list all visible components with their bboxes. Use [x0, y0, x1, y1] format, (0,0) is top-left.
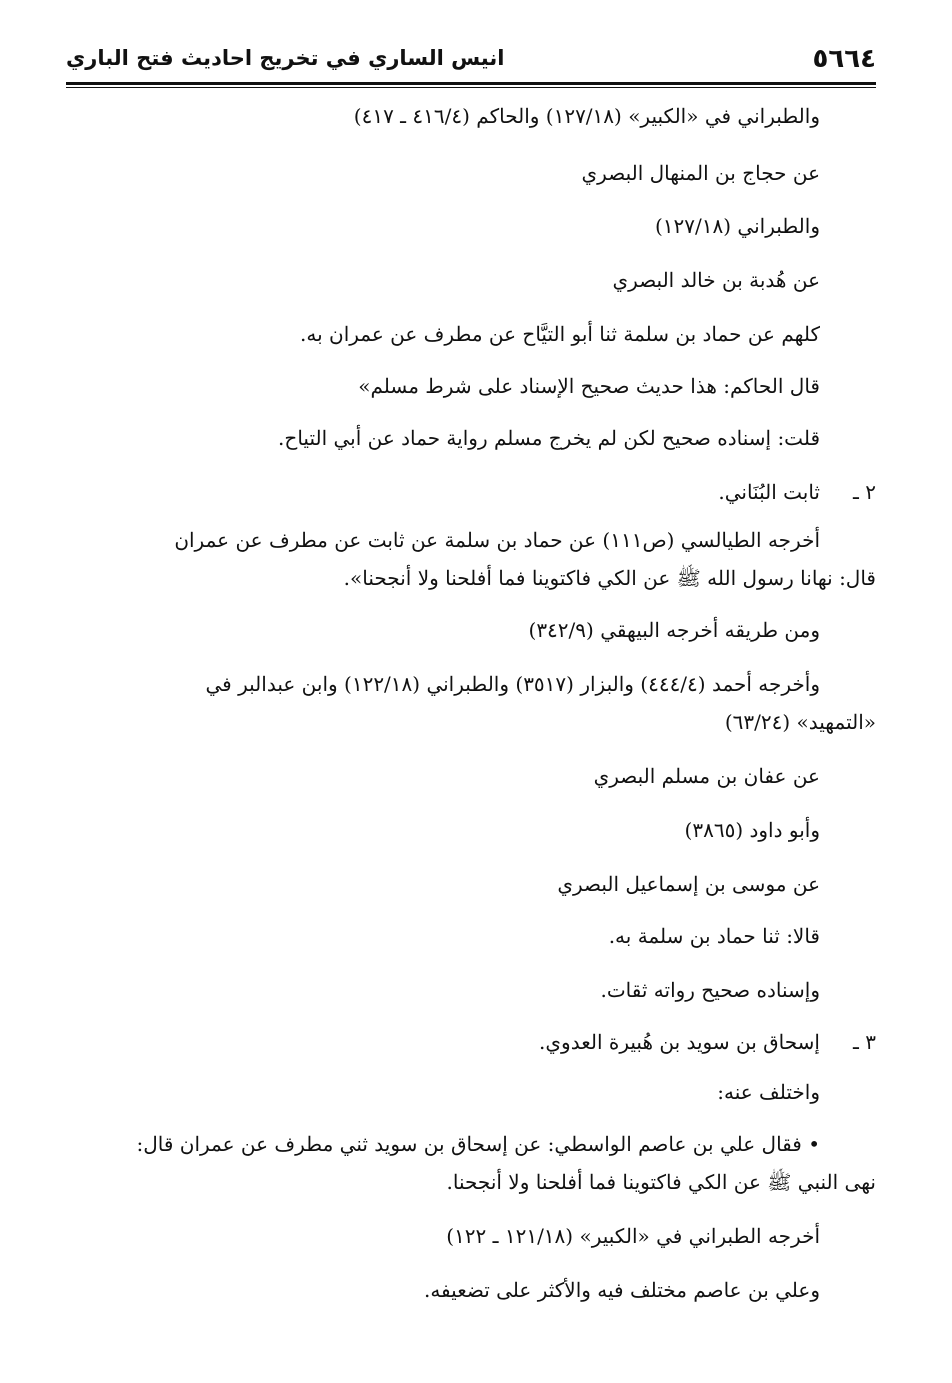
text-line: أخرجه الطيالسي (ص١١١) عن حماد بن سلمة عن ثابت عن مطرف عن عمران [174, 528, 820, 552]
item-heading: إسحاق بن سويد بن هُبيرة العدوي. [539, 1030, 820, 1054]
text-line: قال الحاكم: هذا حديث صحيح الإسناد على شرط مسلم» [358, 374, 820, 398]
text-line: والطبراني (١٢٧/١٨) [654, 214, 820, 238]
text-line: عن حجاج بن المنهال البصري [581, 161, 820, 185]
text-line: واختلف عنه: [717, 1080, 820, 1104]
header-rule [66, 82, 876, 85]
item-number: ٢ ـ [853, 480, 876, 504]
text-line: والطبراني في «الكبير» (١٢٧/١٨) والحاكم (٤١٦/٤ ـ ٤١٧) [353, 104, 820, 128]
text-line: ومن طريقه أخرجه البيهقي (٣٤٢/٩) [528, 618, 820, 642]
text-line: عن هُدبة بن خالد البصري [612, 268, 820, 292]
text-line: قال: نهانا رسول الله ﷺ عن الكي فاكتوينا فما أفلحنا ولا أنجحنا». [343, 566, 876, 590]
header-rule-thin [66, 87, 876, 88]
text-line: قلت: إسناده صحيح لكن لم يخرج مسلم رواية حماد عن أبي التياح. [278, 426, 820, 450]
item-number: ٣ ـ [853, 1030, 876, 1054]
text-line: • فقال علي بن عاصم الواسطي: عن إسحاق بن سويد ثني مطرف عن عمران قال: [136, 1132, 820, 1156]
text-line: وإسناده صحيح رواته ثقات. [600, 978, 820, 1002]
text-line: عن عفان بن مسلم البصري [593, 764, 820, 788]
page-header [66, 38, 876, 78]
text-line: قالا: ثنا حماد بن سلمة به. [608, 924, 820, 948]
text-line: نهى النبي ﷺ عن الكي فاكتوينا فما أفلحنا ولا أنجحنا. [446, 1170, 876, 1194]
text-line: وأخرجه أحمد (٤٤٤/٤) والبزار (٣٥١٧) والطبراني (١٢٢/١٨) وابن عبدالبر في [205, 672, 820, 696]
text-line: وعلي بن عاصم مختلف فيه والأكثر على تضعيفه. [423, 1278, 820, 1302]
running-title: انيس الساري في تخريج احاديث فتح الباري [66, 46, 505, 70]
text-line: وأبو داود (٣٨٦٥) [684, 818, 820, 842]
numbered-heading [68, 472, 876, 512]
text-line: «التمهيد» (٦٣/٢٤) [724, 710, 876, 734]
item-heading: ثابت البُنَاني. [718, 480, 820, 504]
text-line: كلهم عن حماد بن سلمة ثنا أبو التيَّاح عن مطرف عن عمران به. [300, 322, 820, 346]
text-line: عن موسى بن إسماعيل البصري [557, 872, 820, 896]
numbered-heading [68, 1022, 876, 1062]
text-line: أخرجه الطبراني في «الكبير» (١٢١/١٨ ـ ١٢٢) [446, 1224, 820, 1248]
page-number: ٥٦٦٤ [812, 44, 876, 74]
